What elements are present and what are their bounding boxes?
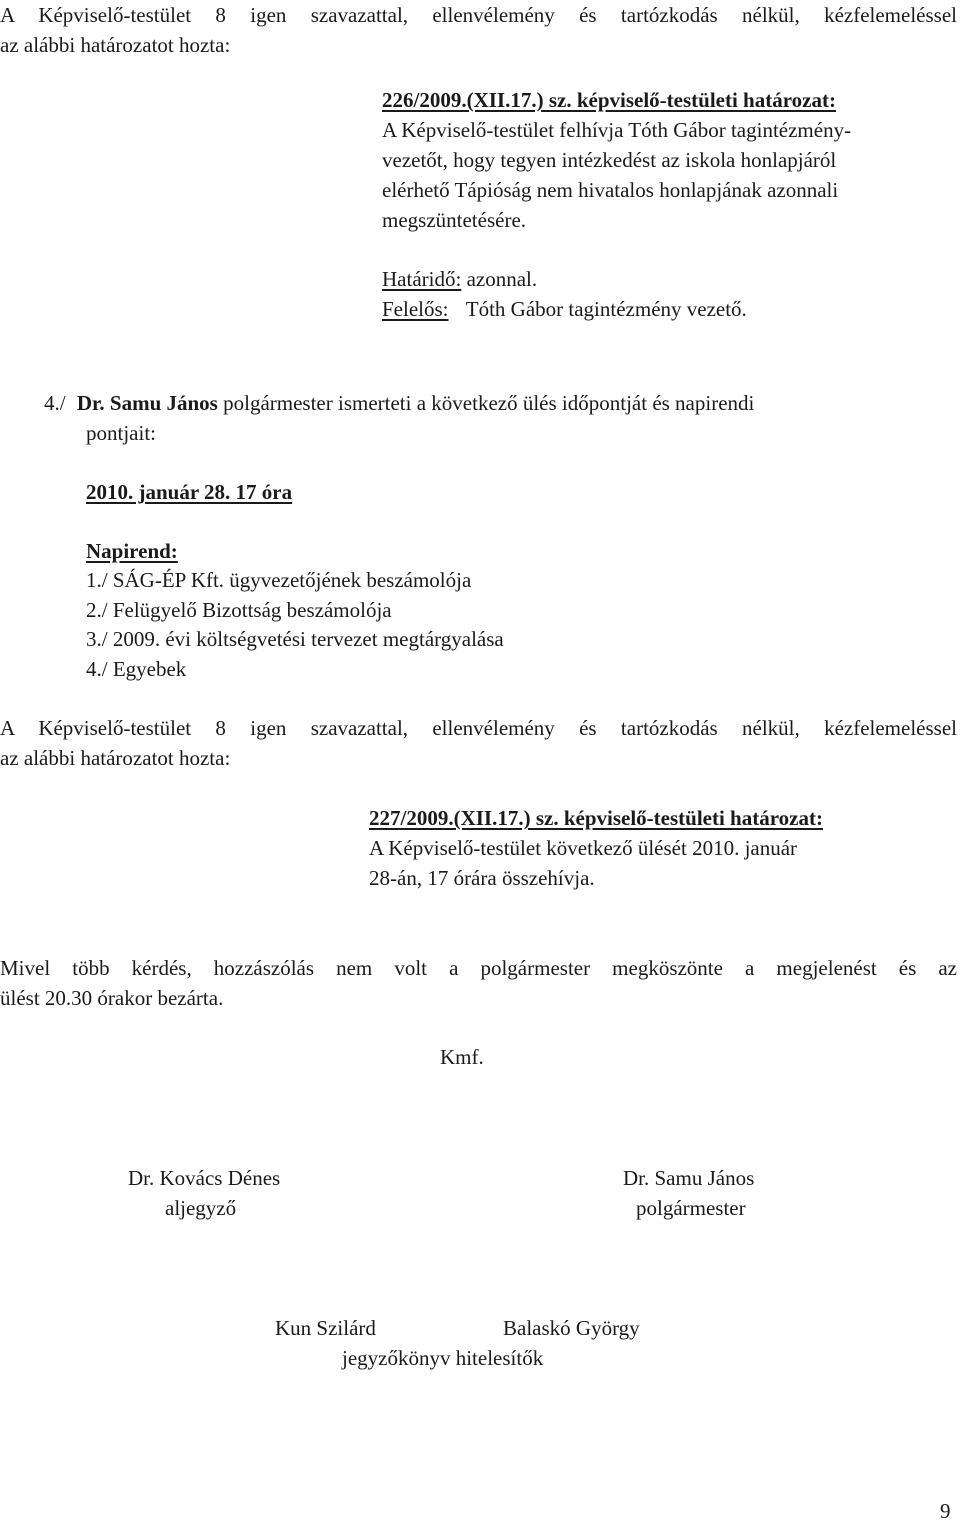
closing-line-1: Mivel több kérdés, hozzászólás nem volt a polgármester megköszönte a megjelenést és az — [0, 956, 957, 980]
authenticator-1-name: Kun Szilárd — [275, 1316, 376, 1340]
deadline-value: azonnal. — [466, 267, 538, 291]
responsible-value: Tóth Gábor tagintézmény vezető. — [465, 297, 747, 321]
page-number: 9 — [940, 1499, 951, 1523]
authenticator-2-name: Balaskó György — [503, 1316, 640, 1340]
vote-intro-2-line-2: az alábbi határozatot hozta: — [0, 746, 231, 770]
resolution-227-number: 227/2009.(XII.17.) sz. képviselő-testületi határozat: — [369, 806, 823, 830]
resolution-227-text-2: 28-án, 17 órára összehívja. — [369, 866, 595, 890]
responsible-line — [382, 294, 747, 324]
item4-text-2: pontjait: — [86, 421, 156, 445]
item4-number: 4./ — [44, 391, 66, 415]
resolution-226-text-3: elérhető Tápióság nem hivatalos honlapjának azonnali — [382, 178, 839, 202]
resolution-226-number: 226/2009.(XII.17.) sz. képviselő-testületi határozat: — [382, 88, 836, 112]
item4-text-1: polgármester ismerteti a következő ülés időpontját és napirendi — [223, 391, 755, 415]
signature-right-title: polgármester — [636, 1196, 746, 1220]
closing-line-2: ülést 20.30 órakor bezárta. — [0, 986, 224, 1010]
resolution-226-text-4: megszüntetésére. — [382, 208, 527, 232]
vote-intro-2-line-1: A Képviselő-testület 8 igen szavazattal, ellenvélemény és tartózkodás nélkül, kézfelemeléssel — [0, 716, 957, 740]
agenda-item-1: 1./ SÁG-ÉP Kft. ügyvezetőjének beszámolója — [86, 568, 472, 592]
agenda-item-3: 3./ 2009. évi költségvetési tervezet megtárgyalása — [86, 627, 504, 651]
item4-name: Dr. Samu János — [76, 391, 218, 415]
agenda-item-2: 2./ Felügyelő Bizottság beszámolója — [86, 598, 392, 622]
signature-right-name: Dr. Samu János — [623, 1166, 755, 1190]
agenda-item-4: 4./ Egyebek — [86, 657, 187, 681]
deadline-line — [382, 264, 537, 294]
resolution-227-text-1: A Képviselő-testület következő ülését 2010. január — [369, 836, 798, 860]
vote-intro-line-1: A Képviselő-testület 8 igen szavazattal, ellenvélemény és tartózkodás nélkül, kézfelemeléssel — [0, 3, 957, 27]
resolution-226-text-1: A Képviselő-testület felhívja Tóth Gábor tagintézmény- — [382, 118, 852, 142]
kmf: Kmf. — [440, 1045, 484, 1069]
deadline-label: Határidő: — [382, 267, 462, 291]
agenda-label: Napirend: — [86, 539, 178, 563]
item4-line-1 — [44, 388, 754, 418]
signature-left-title: aljegyző — [165, 1196, 237, 1220]
resolution-226-text-2: vezetőt, hogy tegyen intézkedést az iskola honlapjáról — [382, 148, 837, 172]
next-meeting-date: 2010. január 28. 17 óra — [86, 480, 293, 504]
authenticators-title: jegyzőkönyv hitelesítők — [342, 1346, 544, 1370]
signature-left-name: Dr. Kovács Dénes — [128, 1166, 281, 1190]
responsible-label: Felelős: — [382, 297, 449, 321]
vote-intro-line-2: az alábbi határozatot hozta: — [0, 33, 231, 57]
